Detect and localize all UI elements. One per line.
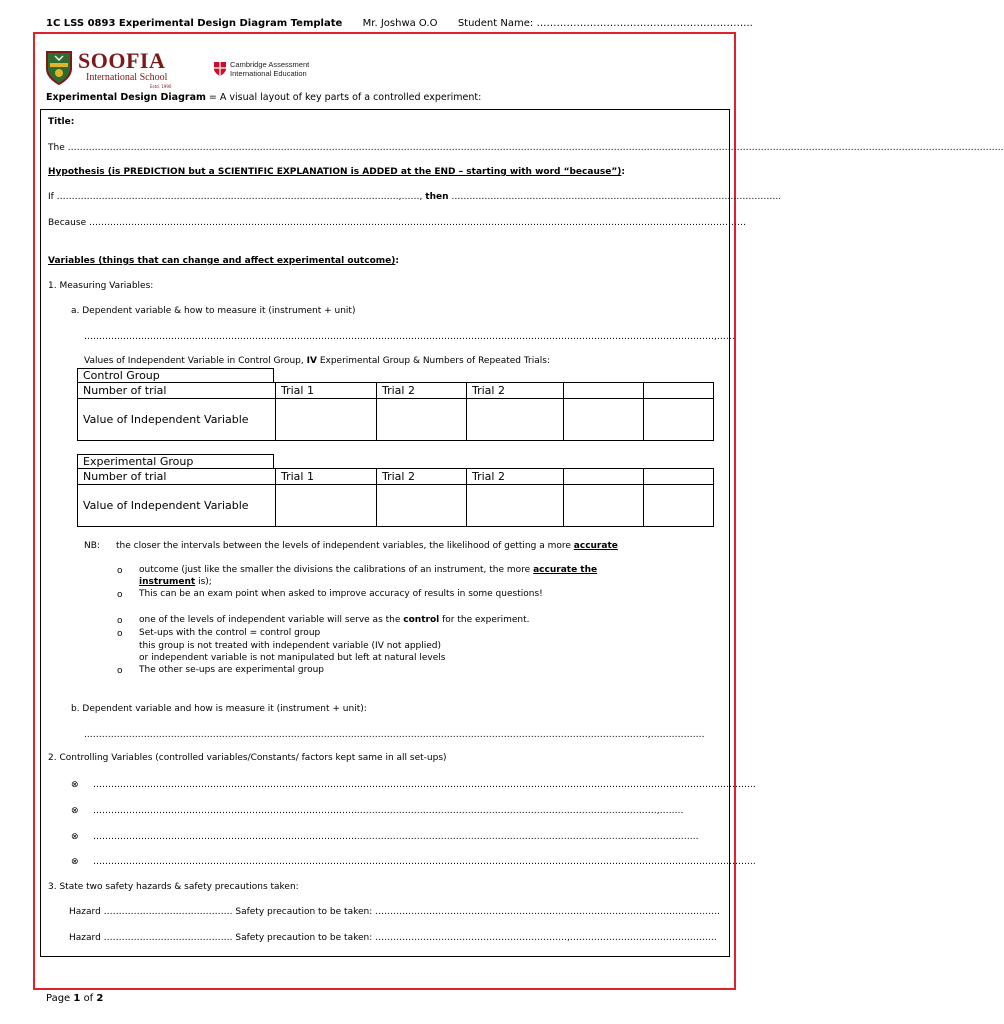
- experimental-value-cell[interactable]: [377, 485, 467, 527]
- variables-heading: [48, 256, 399, 267]
- item-1-label: 1. Measuring Variables:: [48, 281, 154, 291]
- control-row2-label: Value of Independent Variable: [78, 399, 276, 441]
- experimental-trial-cell: Trial 2: [467, 469, 564, 485]
- experimental-trial-cell: Trial 1: [276, 469, 377, 485]
- bullet-icon: o: [117, 590, 123, 600]
- control-value-cell[interactable]: [377, 399, 467, 441]
- control-group-label: Control Group: [77, 368, 274, 382]
- experimental-value-cell[interactable]: [276, 485, 377, 527]
- control-value-cell[interactable]: [467, 399, 564, 441]
- note-1-line-1: [139, 565, 597, 576]
- hypothesis-colon: :: [621, 167, 625, 177]
- hypothesis-if-line[interactable]: [48, 192, 782, 203]
- item-3-label: 3. State two safety hazards & safety precautions taken:: [48, 882, 299, 892]
- school-shield-icon: [46, 51, 72, 85]
- page-total: 2: [96, 993, 104, 1004]
- cambridge-line-2: International Education: [230, 69, 307, 78]
- title-label: Title:: [48, 117, 75, 127]
- values-intro-pre: Values of Independent Variable in Control Group,: [84, 356, 304, 366]
- bullet-icon: o: [117, 616, 123, 626]
- note-4-line-2: this group is not treated with independent variable (IV not applied): [139, 641, 442, 651]
- control-trial-cell: Trial 2: [377, 383, 467, 399]
- values-intro-iv: IV: [306, 356, 317, 366]
- note-2: This can be an exam point when asked to improve accuracy of results in some questions!: [139, 589, 543, 599]
- item-2-label: 2. Controlling Variables (controlled variables/Constants/ factors kept same in all set-ups): [48, 753, 447, 763]
- note-3: [139, 615, 530, 626]
- school-subtitle: International School: [86, 72, 168, 83]
- control-trial-cell: Trial 2: [467, 383, 564, 399]
- control-group-table: [77, 382, 714, 441]
- note-3-control: control: [403, 615, 440, 625]
- student-name-label: Student Name:: [457, 18, 534, 29]
- experimental-row1-label: Number of trial: [78, 469, 276, 485]
- variables-colon: :: [395, 256, 399, 266]
- if-field[interactable]: If ……………………………………………………………………………………………………,……,: [48, 192, 423, 202]
- document-header: [46, 18, 753, 29]
- note-1-bold: accurate the: [533, 565, 598, 575]
- nb-accurate: accurate: [573, 541, 618, 551]
- because-field[interactable]: Because …………………………………………………………………………………………………………………………………………………………………………………………………: [48, 218, 746, 228]
- item-1a-field[interactable]: …………………………………………………………………………………………………………………………………………………………………………………………,……: [84, 332, 735, 342]
- controlled-variable-field[interactable]: …………………………………………………………………………………………………………………………………………………………………………………………………..: [93, 780, 756, 790]
- experimental-trial-cell[interactable]: [564, 469, 644, 485]
- controlled-variable-field[interactable]: …………………………………………………………………………………………………………………………………………………………………………………………………..: [93, 857, 756, 867]
- page-current: 1: [73, 993, 81, 1004]
- experimental-group-table: [77, 468, 714, 527]
- item-1b-field[interactable]: ..……………………………………………………………………………………………………………………………………………………………………,………………: [84, 730, 705, 740]
- hypothesis-heading: [48, 167, 625, 178]
- teacher-name: Mr. Joshwa O.O: [362, 18, 438, 29]
- cambridge-shield-icon: [213, 61, 227, 77]
- definition-text: = A visual layout of key parts of a controlled experiment:: [208, 92, 482, 103]
- control-trial-cell[interactable]: [564, 383, 644, 399]
- school-name: SOOFIA: [78, 48, 166, 73]
- hazard-2-field[interactable]: Hazard ……………………………………. Safety precaution to be taken: ……………………………………………………….,………………………………………….: [69, 933, 717, 943]
- controlled-variable-field[interactable]: ……………………………………………………………………………..………………………………………………………………………………………,……..: [93, 806, 684, 816]
- nb-text: [116, 541, 618, 552]
- definition-term: Experimental Design Diagram: [46, 92, 206, 103]
- bullet-icon: o: [117, 566, 123, 576]
- cambridge-line-1: Cambridge Assessment: [230, 60, 310, 69]
- then-field[interactable]: ………………………………………………………………………………………………..: [451, 192, 782, 202]
- course-code: 1C LSS 0893 Experimental Design Diagram Template: [46, 18, 343, 29]
- note-1-post: is);: [198, 577, 212, 587]
- item-1a-label: a. Dependent variable & how to measure it (instrument + unit): [71, 306, 356, 316]
- then-word: then: [425, 192, 449, 202]
- bullet-icon: o: [117, 629, 123, 639]
- school-estd: Estd. 1990: [150, 84, 172, 89]
- bullet-icon: o: [117, 666, 123, 676]
- nb-label: NB:: [84, 541, 100, 551]
- hypothesis-heading-text: Hypothesis (is PREDICTION but a SCIENTIFIC EXPLANATION is ADDED at the END – starting with word “because”): [48, 167, 622, 177]
- control-value-cell[interactable]: [564, 399, 644, 441]
- note-3-pre: one of the levels of independent variable will serve as the: [139, 615, 401, 625]
- note-5: The other se-ups are experimental group: [139, 665, 325, 675]
- control-value-cell[interactable]: [276, 399, 377, 441]
- controlled-variable-field[interactable]: ……………………………………………………………………………..…………………………………………………………………………………………………..: [93, 832, 699, 842]
- nb-text-body: the closer the intervals between the levels of independent variables, the likelihood of getting a more: [116, 541, 571, 551]
- item-1b-label: b. Dependent variable and how is measure it (instrument + unit):: [71, 704, 367, 714]
- note-4-line-1: Set-ups with the control = control group: [139, 628, 321, 638]
- cambridge-logo-text: [230, 60, 309, 78]
- note-1-line-2: [139, 577, 212, 588]
- bullet-icon: ⊗: [71, 806, 79, 816]
- experimental-trial-cell: Trial 2: [377, 469, 467, 485]
- note-3-post: for the experiment.: [442, 615, 530, 625]
- bullet-icon: ⊗: [71, 857, 79, 867]
- definition-line: [46, 92, 481, 103]
- experimental-value-cell[interactable]: [564, 485, 644, 527]
- experimental-value-cell[interactable]: [467, 485, 564, 527]
- control-value-row: [78, 399, 714, 441]
- experimental-group-label: Experimental Group: [77, 454, 274, 468]
- bullet-icon: ⊗: [71, 832, 79, 842]
- control-row1-label: Number of trial: [78, 383, 276, 399]
- student-name-field[interactable]: ………………………………………………………..: [536, 18, 753, 29]
- control-value-cell[interactable]: [644, 399, 714, 441]
- experimental-value-cell[interactable]: [644, 485, 714, 527]
- values-intro: [84, 356, 550, 367]
- hazard-1-field[interactable]: Hazard ……………………………………. Safety precaution to be taken: …………………………………………………………………………………………………….: [69, 907, 720, 917]
- page-of: of: [83, 993, 94, 1004]
- note-4-line-3: or independent variable is not manipulated but left at natural levels: [139, 653, 446, 663]
- experimental-trial-number-row: [78, 469, 714, 485]
- variables-heading-text: Variables (things that can change and affect experimental outcome): [48, 256, 396, 266]
- bullet-icon: ⊗: [71, 780, 79, 790]
- control-trial-cell: Trial 1: [276, 383, 377, 399]
- template-box: [40, 109, 1004, 957]
- page-pre: Page: [46, 993, 71, 1004]
- title-field[interactable]: The ……………………………………………………………………………………………………………………………………………………………………………………………………………………………………………………………………………………: [48, 143, 1004, 153]
- control-trial-number-row: [78, 383, 714, 399]
- values-intro-post: Experimental Group & Numbers of Repeated Trials:: [319, 356, 550, 366]
- note-1-instrument: instrument: [139, 577, 196, 587]
- note-1-pre: outcome (just like the smaller the divisions the calibrations of an instrument, the more: [139, 565, 531, 575]
- experimental-value-row: [78, 485, 714, 527]
- experimental-trial-cell[interactable]: [644, 469, 714, 485]
- page-number: [46, 993, 103, 1004]
- experimental-row2-label: Value of Independent Variable: [78, 485, 276, 527]
- control-trial-cell[interactable]: [644, 383, 714, 399]
